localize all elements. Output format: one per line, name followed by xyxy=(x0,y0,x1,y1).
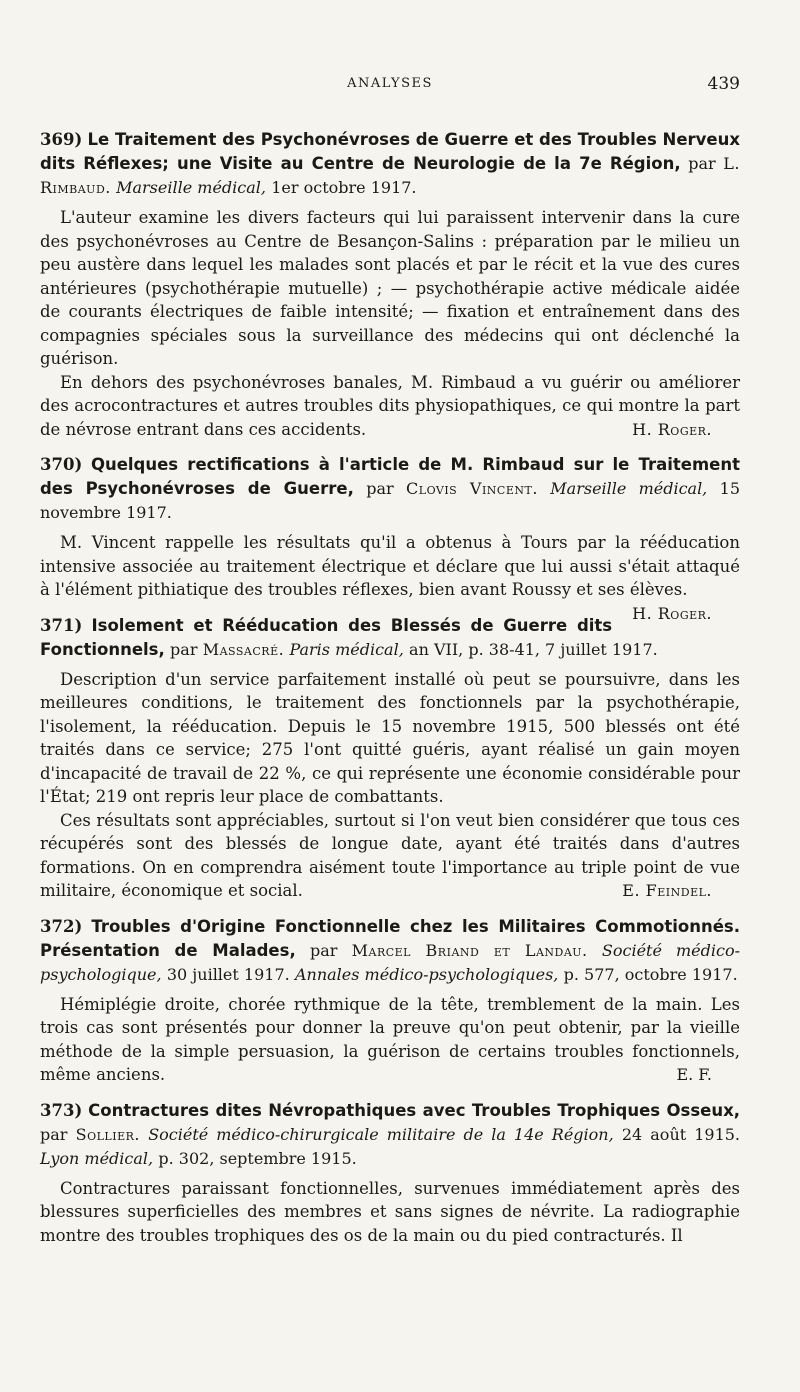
abstract-paragraph: Description d'un service parfaitement installé où peut se poursuivre, dans les meilleures conditions, le traitement des fonctionnels par la psychothérapie, l'isolement, la rééducation. Depuis le 15 novembre 1915, 500 blessés ont été traités dans ce service; 275 l'ont quitté guéris, ayant réalisé un gain moyen d'incapacité de travail de 22 %, ce qui représente une économie considérable pour l'État; 219 ont repris leur place de combattants. xyxy=(40,669,740,806)
reviewer-signature: H. Roger. xyxy=(632,603,712,623)
entry-details-2: p. 577, octobre 1917. xyxy=(563,964,738,984)
entry-journal-2: Annales médico-psychologiques, xyxy=(294,964,559,984)
entry-title: Quelques rectifications à l'article de M. Rimbaud sur le Traitement des Psychonévroses de Guerre, xyxy=(40,455,740,498)
entry-journal: Société médico-chirurgicale militaire de la 14e Région, xyxy=(148,1124,614,1144)
entry-370 xyxy=(40,453,740,623)
entry-title: Le Traitement des Psychonévroses de Guerre et des Troubles Nerveux dits Réflexes; une Visite au Centre de Neurologie de la 7e Région, xyxy=(40,130,740,173)
entry-number: 372) xyxy=(40,916,83,936)
citation-by: par xyxy=(688,154,716,173)
citation-by: par xyxy=(170,639,198,659)
entry-details: 24 août 1915. xyxy=(621,1124,741,1144)
entry-details-2: p. 302, septembre 1915. xyxy=(158,1148,357,1168)
abstract-text: En dehors des psychonévroses banales, M. Rimbaud a vu guérir ou améliorer des acrocontractures et autres troubles dits physiopathiques, ce qui montre la part de névrose entrant dans ces accidents. xyxy=(40,372,740,439)
running-head xyxy=(40,76,740,98)
entry-371 xyxy=(40,614,740,903)
citation-by: par xyxy=(40,1124,68,1144)
entry-details: 1er octobre 1917. xyxy=(271,178,417,197)
abstract-paragraph xyxy=(40,809,740,903)
entry-heading xyxy=(40,128,740,200)
entry-details: an VII, p. 38-41, 7 juillet 1917. xyxy=(409,639,658,659)
entry-journal: Marseille médical, xyxy=(550,479,708,498)
entry-number: 371) xyxy=(40,615,83,635)
abstract-text: M. Vincent rappelle les résultats qu'il a obtenus à Tours par la rééducation intensive associée au traitement électrique et déclare que lui aussi s'était attaqué à l'élément pithiatique des troubles réflexes, bien avant Roussy et ses élèves. xyxy=(40,533,740,599)
entry-journal: Paris médical, xyxy=(289,639,404,659)
entry-author: Sollier. xyxy=(75,1124,140,1144)
entry-title: Troubles d'Origine Fonctionnelle chez les Militaires Commotionnés. Présentation de Malades, xyxy=(40,916,740,960)
abstract-paragraph: L'auteur examine les divers facteurs qui lui paraissent intervenir dans la cure des psychonévroses au Centre de Besançon-Salins : préparation par le milieu un peu austère dans lequel les malades sont placés et par le récit et la vue des cures antérieures (psychothérapie mutuelle) ; — psychothérapie active médicale aidée de courants électriques de faible intensité; — fixation et entraînement dans des compagnies spéciales sous la surveillance des médecins qui ont déclenché la guérison. xyxy=(40,208,740,368)
entry-369 xyxy=(40,128,740,441)
entry-journal: Société médico-psychologique, xyxy=(40,940,740,984)
page-number: 439 xyxy=(707,74,740,94)
abstract-text: Hémiplégie droite, chorée rythmique de la tête, tremblement de la main. Les trois cas sont présentés pour donner la preuve qu'on peut obtenir, par la vieille méthode de la simple persuasion, la guérison de certains troubles fonctionnels, même anciens. xyxy=(40,994,740,1084)
running-title: ANALYSES xyxy=(347,76,433,91)
entry-title: Isolement et Rééducation des Blessés de Guerre dits Fonctionnels, xyxy=(40,615,613,659)
entry-author: Massacré. xyxy=(202,639,285,659)
abstract-paragraph xyxy=(40,531,740,623)
abstract-paragraph: Contractures paraissant fonctionnelles, survenues immédiatement après des blessures superficielles des membres et sans signes de névrite. La radiographie montre des troubles trophiques des os de la main ou du pied contracturés. Il xyxy=(40,1178,740,1245)
reviewer-signature: H. Roger. xyxy=(632,419,712,439)
entry-number: 369) xyxy=(40,130,83,149)
entry-heading xyxy=(40,453,740,525)
article-list xyxy=(40,128,740,1259)
entry-372 xyxy=(40,915,740,1087)
abstract-paragraph xyxy=(40,993,740,1087)
entry-title: Contractures dites Névropathiques avec Troubles Trophiques Osseux, xyxy=(88,1100,740,1120)
reviewer-signature: E. F. xyxy=(676,1065,712,1084)
entry-author: Marcel Briand et Landau. xyxy=(351,940,588,960)
entry-journal-2: Lyon médical, xyxy=(40,1148,154,1168)
entry-author: Clovis Vincent. xyxy=(406,479,538,498)
entry-number: 373) xyxy=(40,1100,83,1120)
abstract-text: Ces résultats sont appréciables, surtout si l'on veut bien considérer que tous ces récupérés sont des blessés de longue date, ayant été traités dans d'autres formations. On en comprendra aisément toute l'importance au triple point de vue militaire, économique et social. xyxy=(40,810,740,900)
entry-details: 15 novembre 1917. xyxy=(40,479,740,522)
citation-by: par xyxy=(366,479,394,498)
entry-heading xyxy=(40,1099,740,1171)
entry-author: L. Rimbaud. xyxy=(40,154,741,197)
entry-journal: Marseille médical, xyxy=(116,178,266,197)
entry-373 xyxy=(40,1099,740,1248)
citation-by: par xyxy=(309,940,338,960)
entry-number: 370) xyxy=(40,455,83,474)
reviewer-signature: E. Feindel. xyxy=(622,881,712,900)
entry-heading xyxy=(40,915,740,987)
abstract-paragraph xyxy=(40,371,740,442)
entry-details: 30 juillet 1917. xyxy=(166,964,290,984)
